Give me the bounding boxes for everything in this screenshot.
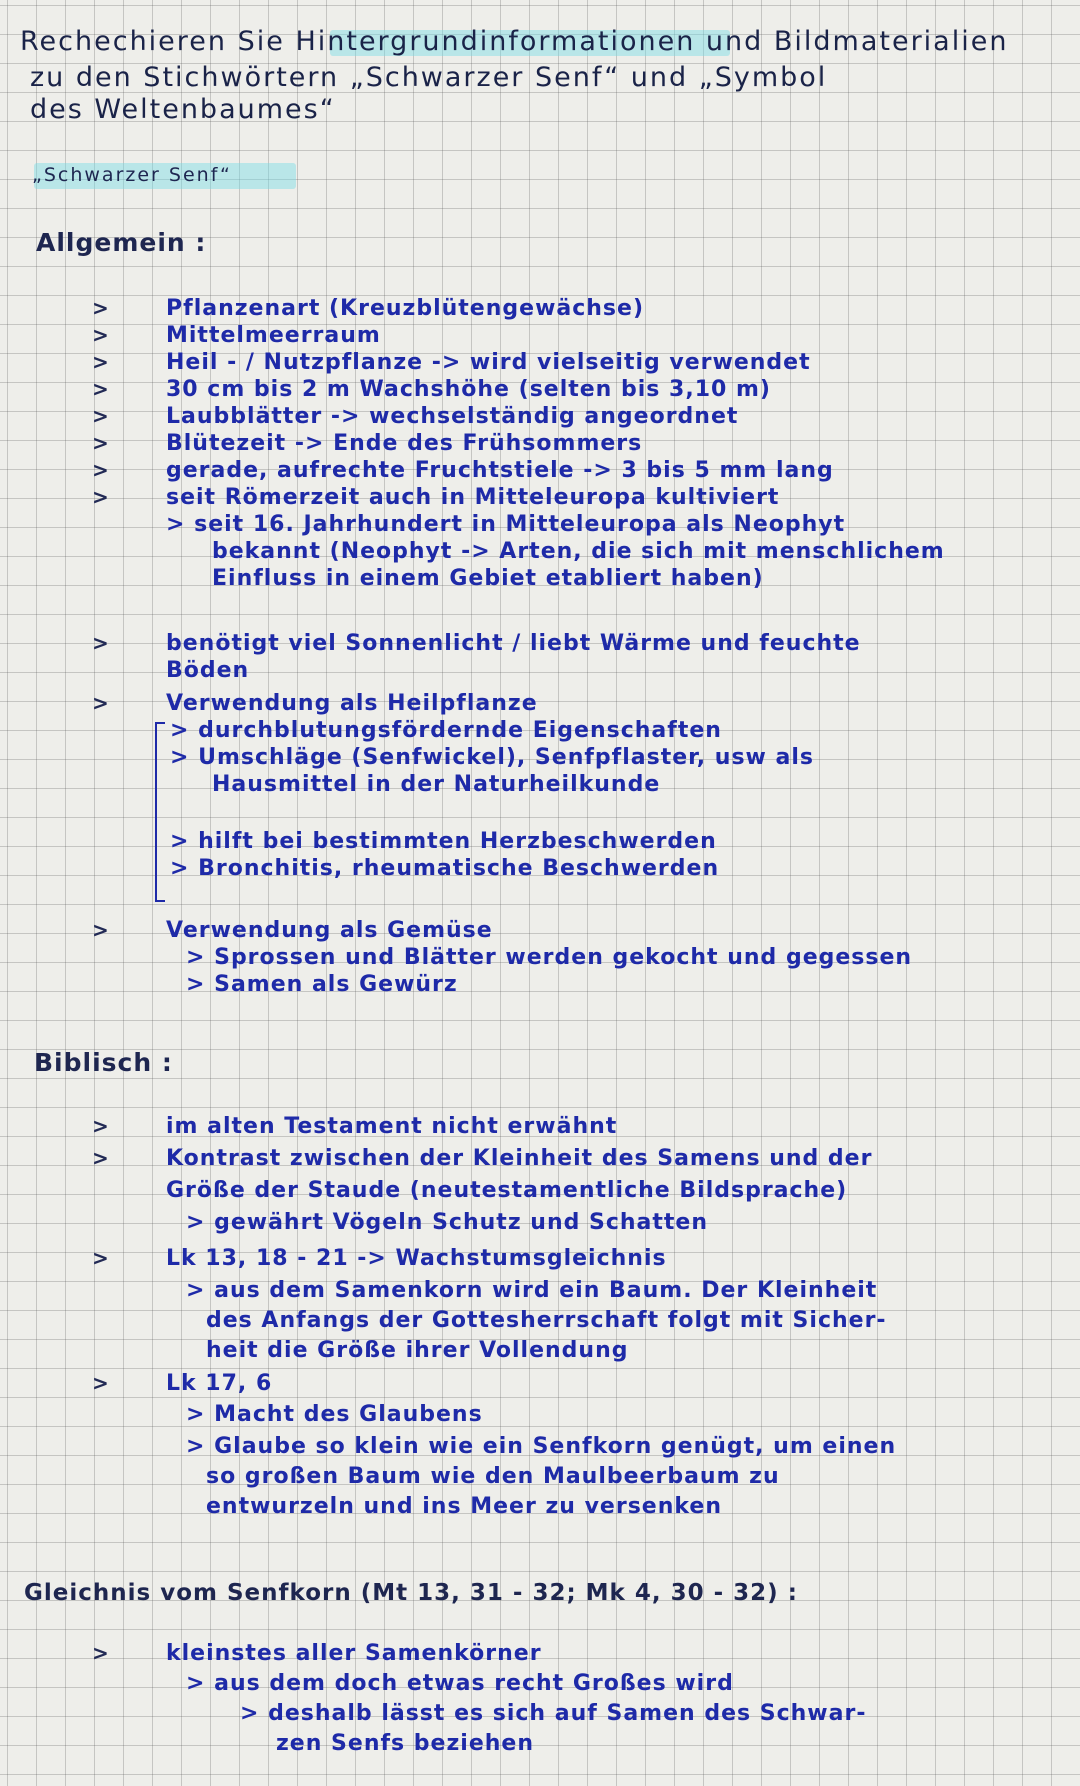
biblisch-line: so großen Baum wie den Maulbeerbaum zu (206, 1464, 780, 1489)
allgemein-line: > durchblutungsfördernde Eigenschaften (170, 718, 722, 743)
biblisch-line: > Glaube so klein wie ein Senfkorn genügt, um einen (186, 1434, 897, 1459)
allgemein-line: Blütezeit -> Ende des Frühsommers (166, 431, 643, 456)
bullet-marker: > (92, 918, 109, 942)
biblisch-line: entwurzeln und ins Meer zu versenken (206, 1494, 722, 1519)
allgemein-line: Verwendung als Gemüse (166, 918, 493, 943)
allgemein-line: bekannt (Neophyt -> Arten, die sich mit menschlichem (212, 539, 945, 564)
allgemein-line: > Samen als Gewürz (186, 972, 458, 997)
biblisch-line: heit die Größe ihrer Vollendung (206, 1338, 629, 1363)
biblisch-line: Kontrast zwischen der Kleinheit des Samens und der (166, 1146, 873, 1171)
allgemein-line: Pflanzenart (Kreuzblütengewächse) (166, 296, 645, 321)
biblisch-line: des Anfangs der Gottesherrschaft folgt mit Sicher- (206, 1308, 887, 1333)
allgemein-line: 30 cm bis 2 m Wachshöhe (selten bis 3,10 m) (166, 377, 771, 402)
biblisch-line: > gewährt Vögeln Schutz und Schatten (186, 1210, 709, 1235)
bullet-marker: > (92, 377, 109, 401)
title-line-2: zu den Stichwörtern „Schwarzer Senf“ und „Symbol (30, 62, 828, 93)
allgemein-line: > Sprossen und Blätter werden gekocht und gegessen (186, 945, 913, 970)
allgemein-heading: Allgemein : (36, 228, 207, 257)
bullet-marker: > (92, 323, 109, 347)
allgemein-line: > Umschläge (Senfwickel), Senfpflaster, usw als (170, 745, 815, 770)
bullet-marker: > (92, 350, 109, 374)
allgemein-line: gerade, aufrechte Fruchtstiele -> 3 bis 5 mm lang (166, 458, 834, 483)
gleichnis-line: > deshalb lässt es sich auf Samen des Schwar- (240, 1701, 867, 1726)
biblisch-line: Lk 13, 18 - 21 -> Wachstumsgleichnis (166, 1246, 667, 1271)
allgemein-line: > Bronchitis, rheumatische Beschwerden (170, 856, 720, 881)
allgemein-line: Böden (166, 658, 250, 683)
biblisch-line: im alten Testament nicht erwähnt (166, 1114, 618, 1139)
allgemein-line: Hausmittel in der Naturheilkunde (212, 772, 661, 797)
bullet-marker: > (92, 1114, 109, 1138)
bullet-marker: > (92, 485, 109, 509)
gleichnis-line: kleinstes aller Samenkörner (166, 1641, 542, 1666)
allgemein-line: > seit 16. Jahrhundert in Mitteleuropa als Neophyt (166, 512, 846, 537)
bullet-marker: > (92, 631, 109, 655)
title-line-1: Rechechieren Sie Hintergrundinformationen und Bildmaterialien (20, 26, 1009, 57)
bullet-marker: > (92, 1146, 109, 1170)
allgemein-line: Einfluss in einem Gebiet etabliert haben) (212, 566, 764, 591)
allgemein-line: Verwendung als Heilpflanze (166, 691, 538, 716)
heilpflanze-bracket (155, 722, 165, 902)
allgemein-line: Laubblätter -> wechselständig angeordnet (166, 404, 739, 429)
bullet-marker: > (92, 431, 109, 455)
bullet-marker: > (92, 691, 109, 715)
biblisch-line: Lk 17, 6 (166, 1371, 273, 1396)
biblisch-line: Größe der Staude (neutestamentliche Bildsprache) (166, 1178, 848, 1203)
bullet-marker: > (92, 1641, 109, 1665)
allgemein-line: > hilft bei bestimmten Herzbeschwerden (170, 829, 717, 854)
section-label: „Schwarzer Senf“ (32, 164, 232, 186)
bullet-marker: > (92, 296, 109, 320)
allgemein-line: benötigt viel Sonnenlicht / liebt Wärme und feuchte (166, 631, 861, 656)
bullet-marker: > (92, 1246, 109, 1270)
title-line-3: des Weltenbaumes“ (30, 94, 336, 125)
gleichnis-line: zen Senfs beziehen (276, 1731, 534, 1756)
allgemein-line: Heil - / Nutzpflanze -> wird vielseitig verwendet (166, 350, 811, 375)
bullet-marker: > (92, 404, 109, 428)
gleichnis-line: > aus dem doch etwas recht Großes wird (186, 1671, 734, 1696)
biblisch-heading: Biblisch : (34, 1048, 173, 1077)
allgemein-line: Mittelmeerraum (166, 323, 381, 348)
gleichnis-heading: Gleichnis vom Senfkorn (Mt 13, 31 - 32; Mk 4, 30 - 32) : (24, 1580, 798, 1606)
bullet-marker: > (92, 458, 109, 482)
biblisch-line: > aus dem Samenkorn wird ein Baum. Der Kleinheit (186, 1278, 878, 1303)
allgemein-line: seit Römerzeit auch in Mitteleuropa kultiviert (166, 485, 780, 510)
biblisch-line: > Macht des Glaubens (186, 1402, 483, 1427)
bullet-marker: > (92, 1371, 109, 1395)
